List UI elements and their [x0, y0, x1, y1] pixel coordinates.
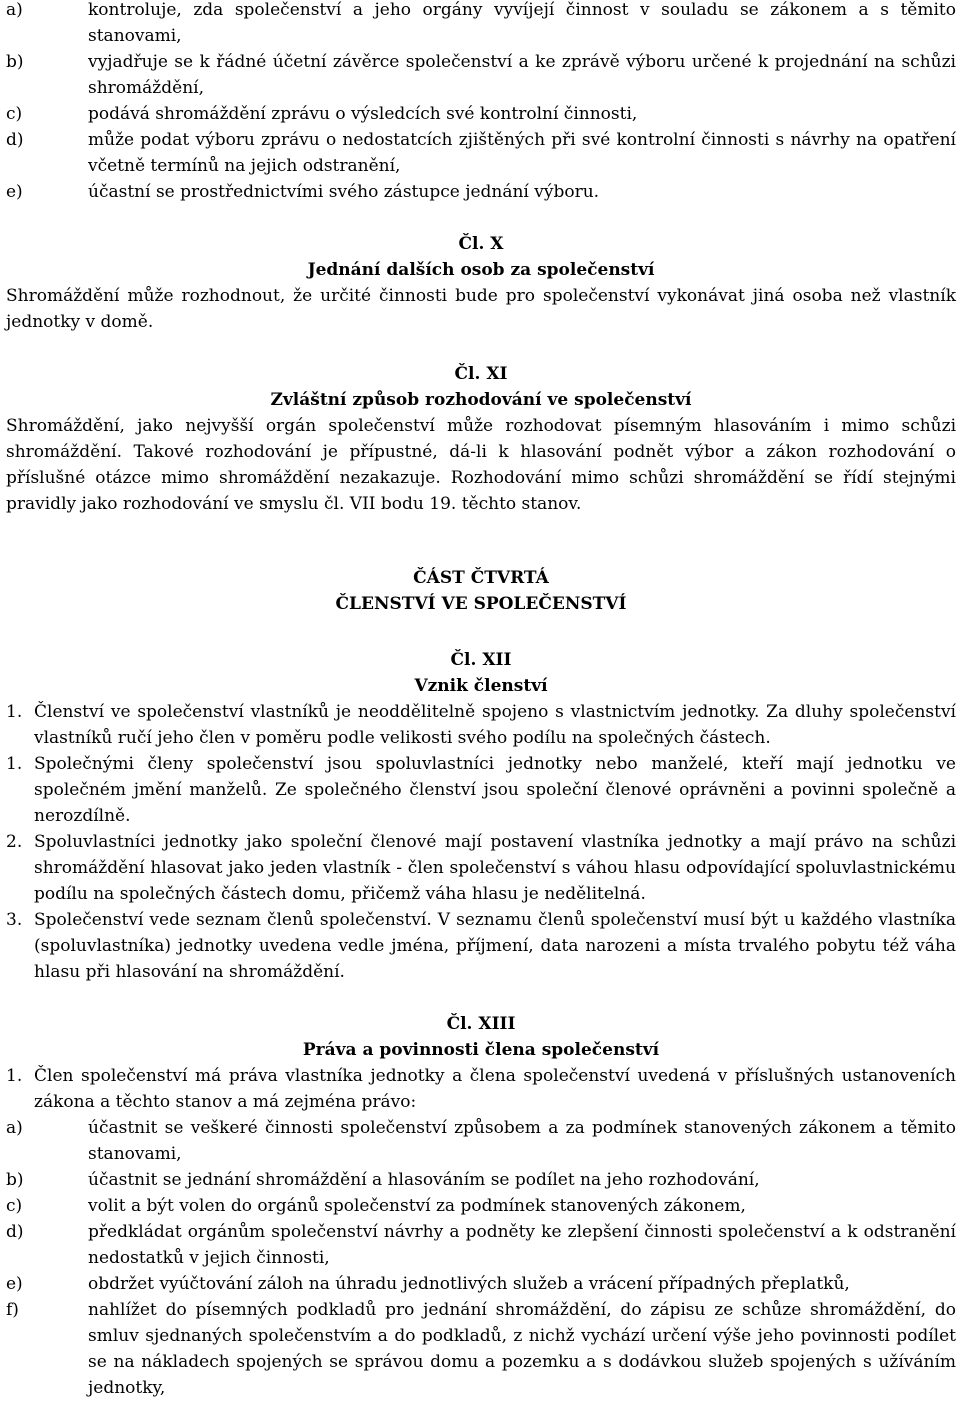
- list-item: [6, 1115, 956, 1167]
- article-paragraph: Shromáždění může rozhodnout, že určité činnosti bude pro společenství vykonávat jiná osoba než vlastník jednotky v domě.: [6, 286, 956, 332]
- article-title: Jednání dalších osob za společenství: [307, 260, 655, 280]
- list-text: nahlížet do písemných podkladů pro jednání shromáždění, do zápisu ze schůze shromáždění, do smluv sjednaných společenstvím a do podkladů, z nichž vychází určení výše jeho povinnosti podílet se na nákladech spojených se správou domu a pozemku a s dodávkou služeb spojených s užíváním jednotky,: [88, 1300, 956, 1398]
- article-number: Čl. XII: [450, 650, 512, 670]
- list-item: [6, 179, 956, 205]
- list-item: [6, 1063, 956, 1115]
- article-paragraph: Shromáždění, jako nejvyšší orgán společenství může rozhodovat písemným hlasováním i mimo schůzi shromáždění. Takové rozhodování je přípustné, dá-li k hlasování podnět výbor a zákon rozhodování o příslušné otázce mimo shromáždění nezakazuje. Rozhodování mimo schůzi shromáždění se řídí stejnými pravidly jako rozhodování ve smyslu čl. VII bodu 19. těchto stanov.: [6, 416, 956, 514]
- article-xii: [6, 647, 956, 985]
- list-item: [6, 49, 956, 101]
- list-text: může podat výboru zprávu o nedostatcích zjištěných při své kontrolní činnosti s návrhy na opatření včetně termínů na jejich odstranění,: [88, 130, 956, 176]
- list-marker: e): [6, 1274, 23, 1294]
- list-marker: e): [6, 182, 23, 202]
- list-marker: 1.: [6, 754, 23, 774]
- article-number: Čl. XI: [454, 364, 508, 384]
- part-heading: [6, 565, 956, 617]
- list-text: obdržet vyúčtování záloh na úhradu jednotlivých služeb a vrácení případných přeplatků,: [88, 1274, 850, 1294]
- list-text: Společnými členy společenství jsou spoluvlastníci jednotky nebo manželé, kteří mají jednotku ve společném jmění manželů. Ze společného členství jsou společní členové oprávněni a povinni společně a nerozdílně.: [34, 754, 956, 826]
- article-title: Práva a povinnosti člena společenství: [302, 1040, 660, 1060]
- list-marker: a): [6, 1118, 23, 1138]
- list-item: [6, 1219, 956, 1271]
- intro-list: [6, 0, 956, 205]
- list-marker: a): [6, 0, 23, 20]
- article-x: [6, 231, 956, 335]
- list-item: [6, 101, 956, 127]
- list-text: účastnit se veškeré činnosti společenství způsobem a za podmínek stanovených zákonem a těmito stanovami,: [88, 1118, 956, 1164]
- list-item: [6, 699, 956, 751]
- list-marker: b): [6, 1170, 24, 1190]
- list-item: [6, 1167, 956, 1193]
- list-marker: f): [6, 1300, 19, 1320]
- list-text: Člen společenství má práva vlastníka jednotky a člena společenství uvedená v příslušných ustanoveních zákona a těchto stanov a má zejména právo:: [34, 1066, 956, 1112]
- article-number: Čl. X: [458, 234, 504, 254]
- list-item: [6, 1193, 956, 1219]
- list-text: podává shromáždění zprávu o výsledcích své kontrolní činnosti,: [88, 104, 638, 124]
- list-item: [6, 127, 956, 179]
- list-text: vyjadřuje se k řádné účetní závěrce společenství a ke zprávě výboru určené k projednání na schůzi shromáždění,: [88, 52, 956, 98]
- list-text: volit a být volen do orgánů společenství za podmínek stanovených zákonem,: [88, 1196, 746, 1216]
- list-item: [6, 907, 956, 985]
- list-marker: 1.: [6, 702, 23, 722]
- list-marker: c): [6, 104, 23, 124]
- part-subtitle: ČLENSTVÍ VE SPOLEČENSTVÍ: [335, 594, 627, 614]
- list-text: kontroluje, zda společenství a jeho orgány vyvíjejí činnost v souladu se zákonem a s těmito stanovami,: [88, 0, 956, 46]
- list-marker: 3.: [6, 910, 23, 930]
- part-title: ČÁST ČTVRTÁ: [413, 568, 549, 588]
- list-marker: 2.: [6, 832, 23, 852]
- article-title: Zvláštní způsob rozhodování ve společenství: [270, 390, 692, 410]
- document-page: [6, 0, 956, 1401]
- list-item: [6, 1297, 956, 1401]
- list-item: [6, 0, 956, 49]
- list-item: [6, 1271, 956, 1297]
- list-text: Společenství vede seznam členů společenství. V seznamu členů společenství musí být u každého vlastníka (spoluvlastníka) jednotky uvedena vedle jména, příjmení, data narozeni a místa trvalého pobytu též váha hlasu při hlasování na shromáždění.: [34, 910, 956, 982]
- list-text: účastní se prostřednictvími svého zástupce jednání výboru.: [88, 182, 600, 202]
- article-number: Čl. XIII: [446, 1014, 516, 1034]
- list-item: [6, 829, 956, 907]
- list-marker: b): [6, 52, 24, 72]
- list-text: Členství ve společenství vlastníků je neoddělitelně spojeno s vlastnictvím jednotky. Za dluhy společenství vlastníků ručí jeho člen v poměru podle velikosti svého podílu na společných částech.: [34, 702, 956, 748]
- list-item: [6, 751, 956, 829]
- list-marker: d): [6, 130, 24, 150]
- article-title: Vznik členství: [414, 676, 548, 696]
- list-marker: d): [6, 1222, 24, 1242]
- article-xi: [6, 361, 956, 517]
- list-text: předkládat orgánům společenství návrhy a podněty ke zlepšení činnosti společenství a k odstranění nedostatků v jejich činnosti,: [88, 1222, 956, 1268]
- list-marker: 1.: [6, 1066, 23, 1086]
- list-marker: c): [6, 1196, 23, 1216]
- article-xiii: [6, 1011, 956, 1401]
- list-text: Spoluvlastníci jednotky jako společní členové mají postavení vlastníka jednotky a mají právo na schůzi shromáždění hlasovat jako jeden vlastník - člen společenství s váhou hlasu odpovídající spoluvlastnickému podílu na společných částech domu, přičemž váha hlasu je nedělitelná.: [34, 832, 956, 904]
- list-text: účastnit se jednání shromáždění a hlasováním se podílet na jeho rozhodování,: [88, 1170, 760, 1190]
